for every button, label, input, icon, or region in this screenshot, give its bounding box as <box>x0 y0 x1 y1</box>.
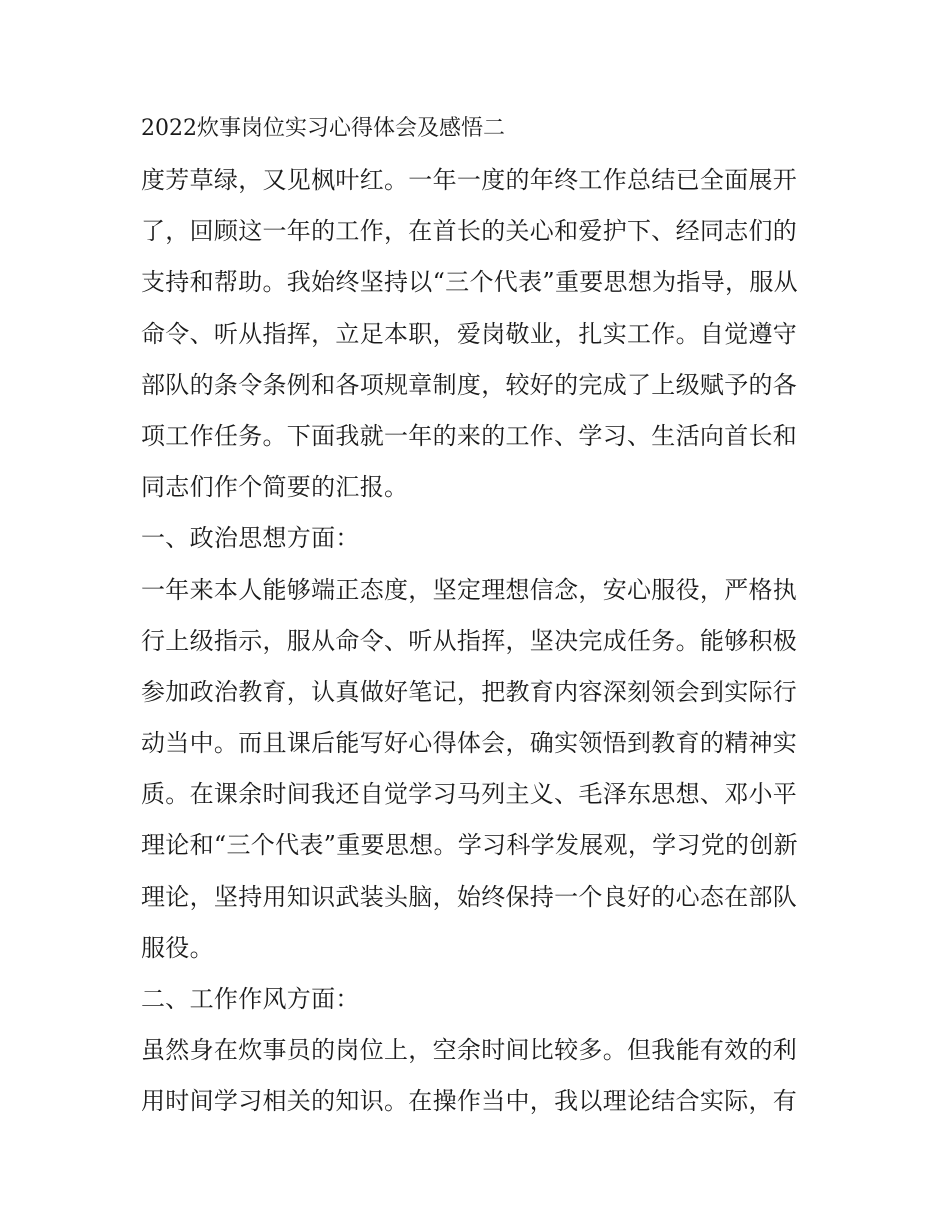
text-line: 质。在课余时间我还自觉学习马列主义、毛泽东思想、邓小平 <box>141 780 798 809</box>
text-lines <box>141 155 813 1128</box>
text-line: 了，回顾这一年的工作，在首长的关心和爱护下、经同志们的 <box>141 217 798 246</box>
text-line: 项工作任务。下面我就一年的来的工作、学习、生活向首长和 <box>141 421 798 450</box>
text-line: 理论，坚持用知识武装头脑，始终保持一个良好的心态在部队 <box>141 882 798 911</box>
text-line: 用时间学习相关的知识。在操作当中，我以理论结合实际，有 <box>141 1087 798 1116</box>
text-line: 一、政治思想方面： <box>141 524 360 553</box>
text-line: 一年来本人能够端正态度，坚定理想信念，安心服役，严格执 <box>141 575 798 604</box>
text-line: 参加政治教育，认真做好笔记，把教育内容深刻领会到实际行 <box>141 677 798 706</box>
text-line: 同志们作个简要的汇报。 <box>141 473 409 502</box>
text-line: 支持和帮助。我始终坚持以“三个代表”重要思想为指导，服从 <box>141 268 798 297</box>
text-line: 命令、听从指挥，立足本职，爱岗敬业，扎实工作。自觉遵守 <box>141 319 798 348</box>
document-title: 2022炊事岗位实习心得体会及感悟二 <box>141 116 505 141</box>
text-line: 动当中。而且课后能写好心得体会，确实领悟到教育的精神实 <box>141 729 798 758</box>
text-line: 理论和“三个代表”重要思想。学习科学发展观，学习党的创新 <box>141 831 798 860</box>
text-line: 部队的条令条例和各项规章制度，较好的完成了上级赋予的各 <box>141 370 798 399</box>
text-line: 服役。 <box>141 933 214 962</box>
text-line: 二、工作作风方面： <box>141 985 360 1013</box>
text-line: 度芳草绿，又见枫叶红。一年一度的年终工作总结已全面展开 <box>141 166 798 194</box>
text-line: 行上级指示，服从命令、听从指挥，坚决完成任务。能够积极 <box>141 626 798 655</box>
document-body <box>141 103 813 1128</box>
text-line: 虽然身在炊事员的岗位上，空余时间比较多。但我能有效的利 <box>141 1036 798 1065</box>
